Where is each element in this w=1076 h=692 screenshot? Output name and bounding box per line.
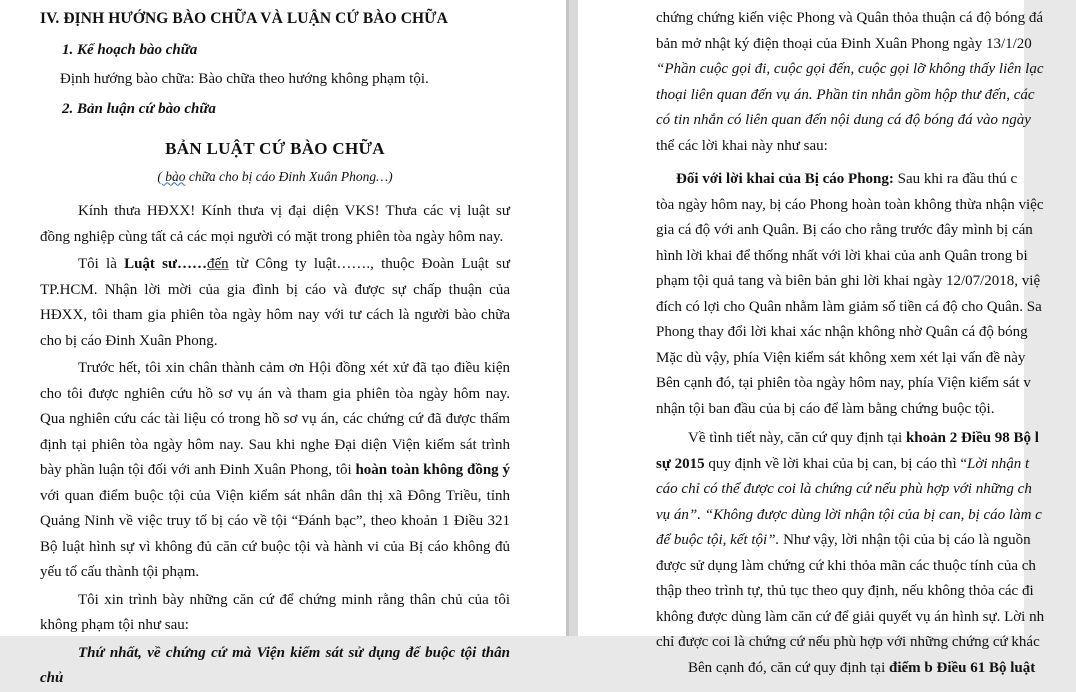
text-line: tòa ngày hôm nay, bị cáo Phong hoàn toàn không thừa nhận việc (656, 196, 1044, 213)
text-line (656, 656, 1076, 682)
defense-orientation: Định hướng bào chữa: Bào chữa theo hướng không phạm tội. (60, 71, 429, 87)
text-span: Như vậy, lời nhận tội của bị cáo là nguồn (779, 532, 1031, 548)
text-line (656, 528, 1076, 554)
subheading-defense-plan: 1. Kế hoạch bào chữa (62, 41, 198, 58)
spellcheck-underlined-word: bào (161, 168, 186, 184)
text-span: Về tình tiết này, căn cứ quy định tại (688, 430, 906, 446)
text-line: vụ án”. “Không được dùng lời nhận tội của bị can, bị cáo làm c (656, 506, 1042, 523)
text-line: bản mở nhật ký điện thoại của Đinh Xuân Phong ngày 13/1/20 (656, 35, 1032, 52)
text-line (656, 167, 1076, 193)
subtitle-paren: ( (157, 168, 162, 184)
lawyer-name-placeholder: Luật sư…… (124, 256, 207, 272)
text-line: đích có lợi cho Quân nhằm làm giảm số tiền cá độ cho Quân. Sa (656, 298, 1042, 315)
legal-reference: khoản 2 Điều 98 Bộ l (905, 430, 1039, 446)
document-page-right (578, 0, 1045, 676)
text-line: được sử dụng làm chứng cứ khi thỏa mãn các thuộc tính của ch (656, 557, 1036, 574)
quoted-text: Lời nhận t (967, 455, 1030, 472)
paragraph-first-ground: Thứ nhất, về chứng cứ mà Viện kiểm sát sử dụng để buộc tội thân chủ (40, 644, 510, 686)
text-line: hình lời khai để thống nhất với lời khai của anh Quân trong bi (656, 247, 1028, 264)
paragraph-grounds-intro: Tôi xin trình bày những căn cứ để chứng minh rằng thân chủ của tôi không phạm tội như sau: (40, 591, 510, 633)
text-line: có tin nhắn có liên quan đến nội dung cá độ bóng đá vào ngày (656, 112, 1031, 128)
text-line: Mặc dù vậy, phía Viện kiểm sát không xem xét lại vấn đề này (656, 349, 1026, 366)
defendant-statement-heading: Đối với lời khai của Bị cáo Phong: (676, 171, 894, 187)
text-line (656, 426, 1076, 452)
text-line: thập theo trình tự, thủ tục theo quy định, nếu không thỏa các đi (656, 583, 1034, 599)
quoted-text: để buộc tội, kết tội”. (656, 532, 780, 548)
text-line: thoại liên quan đến vụ án. Phần tin nhắn gồm hộp thư đến, các (656, 86, 1035, 103)
text-line: “Phần cuộc gọi đi, cuộc gọi đến, cuộc gọi lỡ không thấy liên lạc (656, 61, 1044, 77)
text-line (656, 452, 1076, 478)
page-gutter-shadow (566, 0, 569, 636)
page-content-right (656, 6, 1076, 681)
subheading-defense-argument: 2. Bản luận cứ bào chữa (62, 100, 216, 117)
thanks-text-b: với quan điểm buộc tội của Viện kiểm sát nhân dân thị xã Đông Triều, tỉnh Quảng Ninh về việc truy tố bị cáo về tội “Đánh bạc”, theo khoản 1 Điều 321 Bộ luật hình sự vì không đủ căn cứ buộc tội và hành vi của Bị cáo không đủ yếu tố cấu thành tội phạm. (40, 487, 510, 580)
text-span: Sau khi ra đầu thú c (893, 171, 1018, 187)
text-line: phạm tội quả tang và biên bản ghi lời khai ngày 12/07/2018, việ (656, 273, 1041, 289)
text-line: Bên cạnh đó, tại phiên tòa ngày hôm nay, phía Viện kiểm sát v (656, 375, 1031, 391)
legal-reference: sự 2015 (656, 455, 705, 472)
disagreement-emphasis: hoàn toàn không đồng ý (355, 462, 511, 478)
text-line: không được dùng làm căn cứ để giải quyết vụ án hình sự. Lời nh (656, 608, 1045, 625)
document-title: BẢN LUẬT CỨ BÀO CHỮA (165, 139, 385, 158)
subtitle-rest: chữa cho bị cáo Đinh Xuân Phong…) (185, 168, 393, 184)
document-subtitle (40, 164, 510, 190)
text-line: gia cá độ với anh Quân. Bị cáo cho rằng trước đây mình bị cán (656, 222, 1033, 238)
paragraph-thanks (40, 356, 510, 586)
thanks-text-a: Trước hết, tôi xin chân thành cảm ơn Hội đồng xét xử đã tạo điều kiện cho tôi được nghiên cứu hồ sơ vụ án và tham gia phiên tòa ngày hôm nay. Qua nghiên cứu các tài liệu có trong hồ sơ vụ án, các chứng cứ đã được thẩm định tại phiên tòa ngày hôm nay. Sau khi nghe Đại diện Viện kiểm sát trình bày phần luận tội đối với anh Đinh Xuân Phong, tôi (40, 360, 510, 478)
text-line: chứng chứng kiến việc Phong và Quân thỏa thuận cá độ bóng đá (656, 10, 1043, 26)
text-line: chỉ được coi là chứng cứ nếu phù hợp với những chứng cứ khác (656, 634, 1040, 650)
page-content-left (40, 6, 510, 692)
text-line: nhận tội ban đầu của bị cáo để làm bằng chứng buộc tội. (656, 400, 995, 417)
text-line: thể các lời khai này như sau: (656, 137, 828, 154)
text-line: cáo chỉ có thể được coi là chứng cứ nếu phù hợp với những ch (656, 481, 1032, 497)
text-span: quy định về lời khai của bị can, bị cáo thì “ (704, 455, 968, 472)
text-span: Bên cạnh đó, căn cứ quy định tại (688, 659, 889, 676)
intro-text-a: Tôi là (78, 256, 125, 272)
text-line: Phong thay đổi lời khai xác nhận không nhờ Quân cá độ bóng (656, 324, 1028, 340)
paragraph-greeting: Kính thưa HĐXX! Kính thưa vị đại diện VKS! Thưa các vị luật sư đồng nghiệp cùng tất cả các mọi người có mặt trong phiên tòa ngày hôm nay. (40, 203, 510, 245)
section-heading: IV. ĐỊNH HƯỚNG BÀO CHỮA VÀ LUẬN CỨ BÀO CHỮA (40, 10, 448, 27)
paragraph-introduction (40, 252, 510, 354)
legal-reference: điểm b Điều 61 Bộ luật (889, 659, 1036, 676)
intro-text-b: từ Công ty luật……., thuộc Đoàn Luật sư TP.HCM. Nhận lời mời của gia đình bị cáo và được sự chấp thuận của HĐXX, tôi tham gia phiên tòa ngày hôm nay với tư cách là người bào chữa cho bị cáo Đinh Xuân Phong. (40, 256, 511, 349)
underlined-word: đến (206, 256, 229, 272)
